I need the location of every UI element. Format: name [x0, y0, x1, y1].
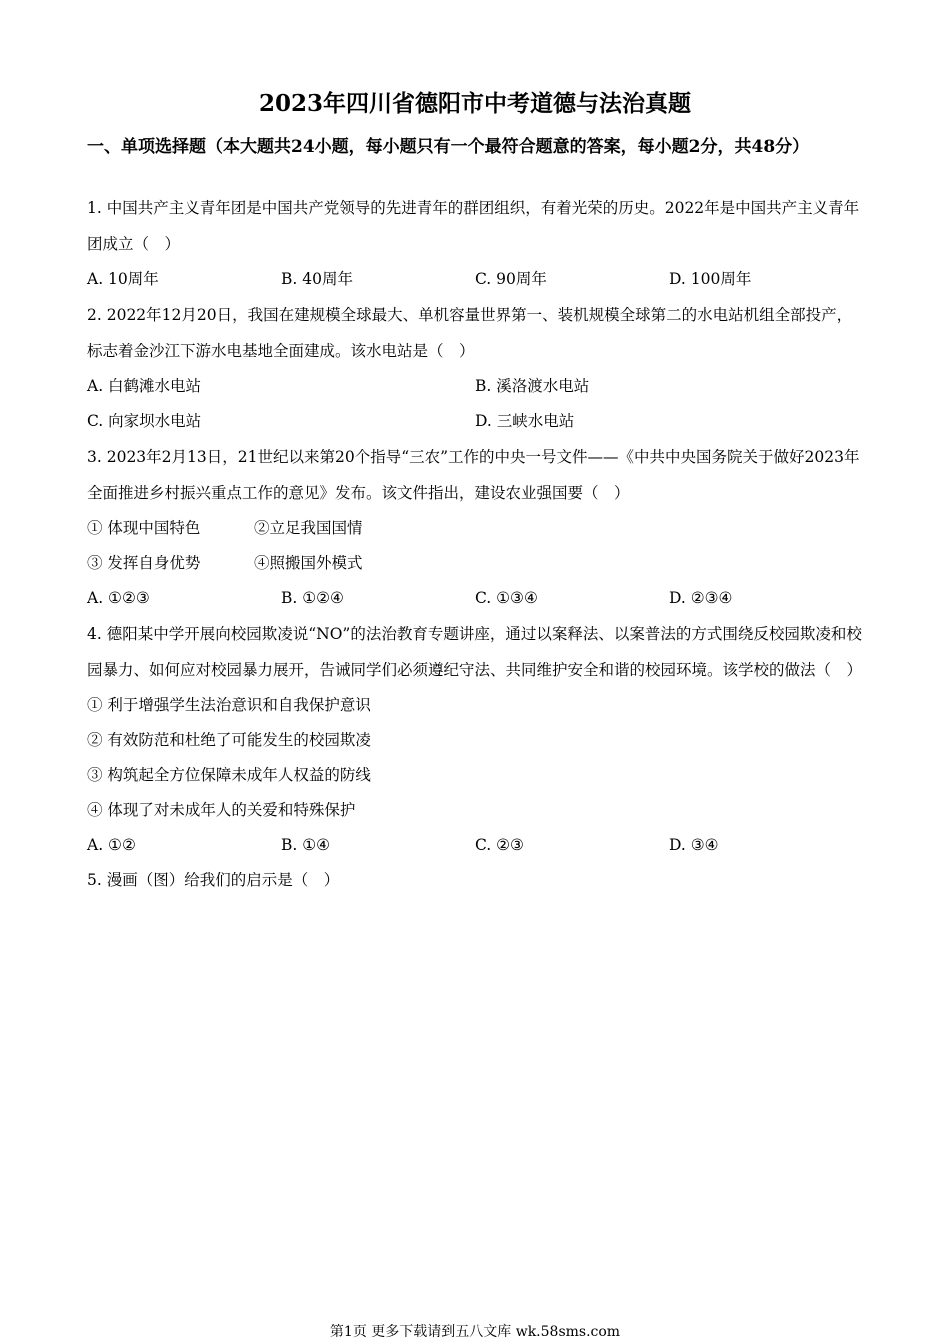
question-1-option-a: A. 10周年 — [87, 270, 159, 288]
question-2-option-c: C. 向家坝水电站 — [87, 412, 202, 430]
question-4-item-2: ② 有效防范和杜绝了可能发生的校园欺凌 — [87, 731, 371, 749]
question-2-option-a: A. 白鹤滩水电站 — [87, 377, 202, 395]
question-3-option-a: A. ①②③ — [87, 589, 150, 607]
questions — [87, 190, 867, 898]
question-4-options — [87, 828, 867, 863]
question-1-option-b: B. 40周年 — [281, 270, 353, 288]
question-3-option-c: C. ①③④ — [475, 589, 538, 607]
question-3-item-2: ②立足我国国情 — [254, 519, 363, 537]
question-4-option-a: A. ①② — [87, 836, 136, 854]
question-1-options — [87, 262, 867, 297]
question-2-stem: 2. 2022年12月20日，我国在建规模全球最大、单机容量世界第一、装机规模全球第二的水电站机组全部投产，标志着金沙江下游水电基地全面建成。该水电站是（ ） — [87, 306, 853, 360]
question-3-items-row-2 — [87, 546, 867, 581]
page-footer: 第1页 更多下载请到五八文库 wk.58sms.com — [329, 1324, 621, 1340]
document-title: 2023年四川省德阳市中考道德与法治真题 — [258, 90, 691, 117]
question-3-item-1: ① 体现中国特色 — [87, 519, 201, 537]
question-4-item-4: ④ 体现了对未成年人的关爱和特殊保护 — [87, 801, 356, 819]
question-4-option-d: D. ③④ — [669, 836, 719, 854]
question-1-stem: 1. 中国共产主义青年团是中国共产党领导的先进青年的群团组织，有着光荣的历史。2022年是中国共产主义青年团成立（ ） — [87, 199, 860, 253]
question-4-stem: 4. 德阳某中学开展向校园欺凌说“NO”的法治教育专题讲座，通过以案释法、以案普法的方式围绕反校园欺凌和校园暴力、如何应对校园暴力展开，告诫同学们必须遵纪守法、共同维护安全和谐的校园环境。该学校的做法（ ） — [87, 625, 863, 679]
question-2-options-row-1 — [87, 369, 867, 404]
question-4-option-b: B. ①④ — [281, 836, 331, 854]
question-3-items-row-1 — [87, 511, 867, 546]
question-5-stem: 5. 漫画（图）给我们的启示是（ ） — [87, 871, 340, 889]
question-3-stem: 3. 2023年2月13日，21世纪以来第20个指导“三农”工作的中央一号文件——《中共中央国务院关于做好2023年全面推进乡村振兴重点工作的意见》发布。该文件指出，建设农业强国要（ ） — [87, 448, 860, 502]
question-3-options — [87, 581, 867, 616]
question-4-item-3: ③ 构筑起全方位保障未成年人权益的防线 — [87, 766, 371, 784]
question-2-option-d: D. 三峡水电站 — [475, 412, 575, 430]
question-3-item-4: ④照搬国外模式 — [254, 554, 363, 572]
question-1-option-c: C. 90周年 — [475, 270, 547, 288]
question-4-item-1: ① 利于增强学生法治意识和自我保护意识 — [87, 696, 371, 714]
question-3-option-b: B. ①②④ — [281, 589, 344, 607]
question-2-option-b: B. 溪洛渡水电站 — [475, 377, 590, 395]
question-1-option-d: D. 100周年 — [669, 270, 752, 288]
question-4-option-c: C. ②③ — [475, 836, 524, 854]
question-3-item-3: ③ 发挥自身优势 — [87, 554, 201, 572]
question-3-option-d: D. ②③④ — [669, 589, 733, 607]
section-heading: 一、单项选择题（本大题共24小题，每小题只有一个最符合题意的答案，每小题2分，共48分） — [87, 137, 810, 157]
question-2-options-row-2 — [87, 404, 867, 439]
